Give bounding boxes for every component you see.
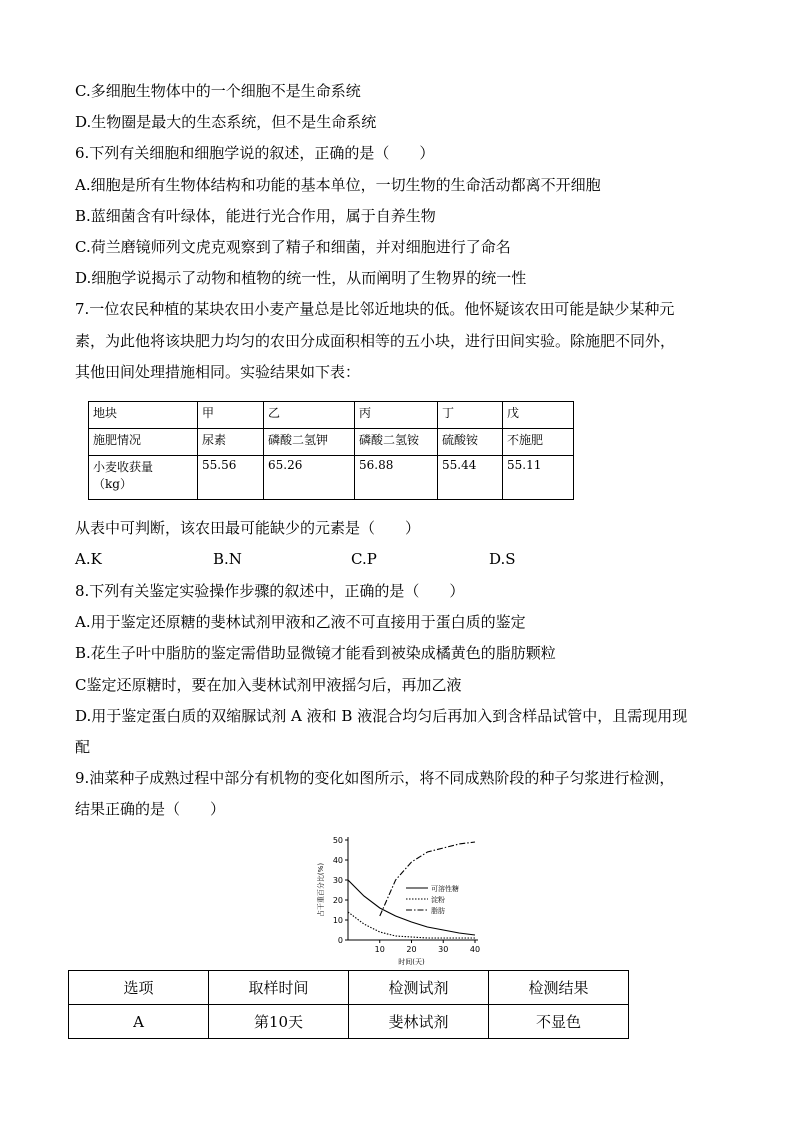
y-tick-label: 20 [332, 896, 343, 905]
legend-label: 淀粉 [431, 896, 445, 904]
table-row [89, 429, 574, 456]
table-cell: 取样时间 [209, 971, 349, 1005]
y-axis-label: 占干重百分比(%) [317, 862, 325, 918]
option: B.N [213, 550, 242, 568]
question-7: 7.一位农民种植的某块农田小麦产量总是比邻近地块的低。他怀疑该农田可能是缺少某种元 [75, 300, 675, 318]
table-cell: 56.88 [355, 456, 438, 500]
text-line: 结果正确的是（ ） [75, 800, 226, 818]
text-line: D.生物圈是最大的生态系统，但不是生命系统 [75, 113, 377, 131]
table-cell: 施肥情况 [89, 429, 198, 456]
text-line: 配 [75, 738, 91, 756]
table-cell: 地块 [89, 402, 198, 429]
table-cell: 55.44 [438, 456, 503, 500]
table-cell: 磷酸二氢钾 [264, 429, 355, 456]
yield-unit: （kg） [93, 477, 132, 491]
table-row [89, 456, 574, 500]
table-row [69, 1005, 629, 1039]
result-table [68, 970, 629, 1039]
text-line: 其他田间处理措施相同。实验结果如下表： [75, 363, 361, 381]
question-8: 8.下列有关鉴定实验操作步骤的叙述中，正确的是（ ） [75, 582, 465, 600]
text-line: 从表中可判断，该农田最可能缺少的元素是（ ） [75, 519, 421, 537]
table-cell: 65.26 [264, 456, 355, 500]
question-6: 6.下列有关细胞和细胞学说的叙述，正确的是（ ） [75, 144, 435, 162]
option: C.P [351, 550, 377, 568]
line-chart [310, 832, 510, 967]
series-line [380, 842, 475, 916]
table-cell: 丁 [438, 402, 503, 429]
x-tick-label: 20 [406, 945, 417, 954]
table-cell: 55.56 [198, 456, 264, 500]
yield-label: 小麦收获量 [93, 460, 154, 474]
table-cell: 检测结果 [489, 971, 629, 1005]
table-row [89, 402, 574, 429]
x-tick-label: 10 [374, 945, 385, 954]
text-line: D.用于鉴定蛋白质的双缩脲试剂 A 液和 B 液混合均匀后再加入到含样品试管中，且需现用现 [75, 707, 688, 725]
y-tick-label: 40 [332, 856, 343, 865]
table-cell: 硫酸铵 [438, 429, 503, 456]
x-tick-label: 30 [438, 945, 449, 954]
table-cell: 选项 [69, 971, 209, 1005]
text-line: A.细胞是所有生物体结构和功能的基本单位，一切生物的生命活动都离不开细胞 [75, 176, 601, 194]
table-cell [89, 456, 198, 500]
text-line: B.花生子叶中脂肪的鉴定需借助显微镜才能看到被染成橘黄色的脂肪颗粒 [75, 644, 556, 662]
y-tick-label: 0 [337, 936, 343, 945]
table-cell: 55.11 [503, 456, 574, 500]
table-cell: 斐林试剂 [349, 1005, 489, 1039]
text-line: B.蓝细菌含有叶绿体，能进行光合作用，属于自养生物 [75, 207, 436, 225]
x-axis-label: 时间(天) [398, 958, 425, 966]
series-line [348, 912, 475, 938]
text-line: 素，为此他将该块肥力均匀的农田分成面积相等的五小块，进行田间实验。除施肥不同外， [75, 332, 676, 350]
text-line: C鉴定还原糖时，要在加入斐林试剂甲液摇匀后，再加乙液 [75, 676, 462, 694]
table-cell: 检测试剂 [349, 971, 489, 1005]
text-line: D.细胞学说揭示了动物和植物的统一性，从而阐明了生物界的统一性 [75, 269, 527, 287]
fertilizer-table [88, 401, 574, 500]
legend-label: 可溶性糖 [431, 885, 459, 893]
table-cell: 第10天 [209, 1005, 349, 1039]
x-tick-label: 40 [469, 945, 481, 954]
table-cell: 磷酸二氢铵 [355, 429, 438, 456]
table-cell: 甲 [198, 402, 264, 429]
y-tick-label: 30 [332, 876, 343, 885]
y-tick-label: 50 [332, 836, 343, 845]
table-cell: A [69, 1005, 209, 1039]
table-cell: 丙 [355, 402, 438, 429]
table-cell: 不施肥 [503, 429, 574, 456]
text-line: C.荷兰磨镜师列文虎克观察到了精子和细菌，并对细胞进行了命名 [75, 238, 511, 256]
table-cell: 不显色 [489, 1005, 629, 1039]
table-row [69, 971, 629, 1005]
y-tick-label: 10 [332, 916, 343, 925]
question-9: 9.油菜种子成熟过程中部分有机物的变化如图所示，将不同成熟阶段的种子匀浆进行检测， [75, 769, 675, 787]
text-line: C.多细胞生物体中的一个细胞不是生命系统 [75, 82, 361, 100]
text-line: A.用于鉴定还原糖的斐林试剂甲液和乙液不可直接用于蛋白质的鉴定 [75, 613, 526, 631]
option: A.K [75, 550, 102, 568]
option: D.S [489, 550, 516, 568]
legend-label: 脂肪 [431, 907, 445, 915]
table-cell: 戊 [503, 402, 574, 429]
table-cell: 尿素 [198, 429, 264, 456]
table-cell: 乙 [264, 402, 355, 429]
